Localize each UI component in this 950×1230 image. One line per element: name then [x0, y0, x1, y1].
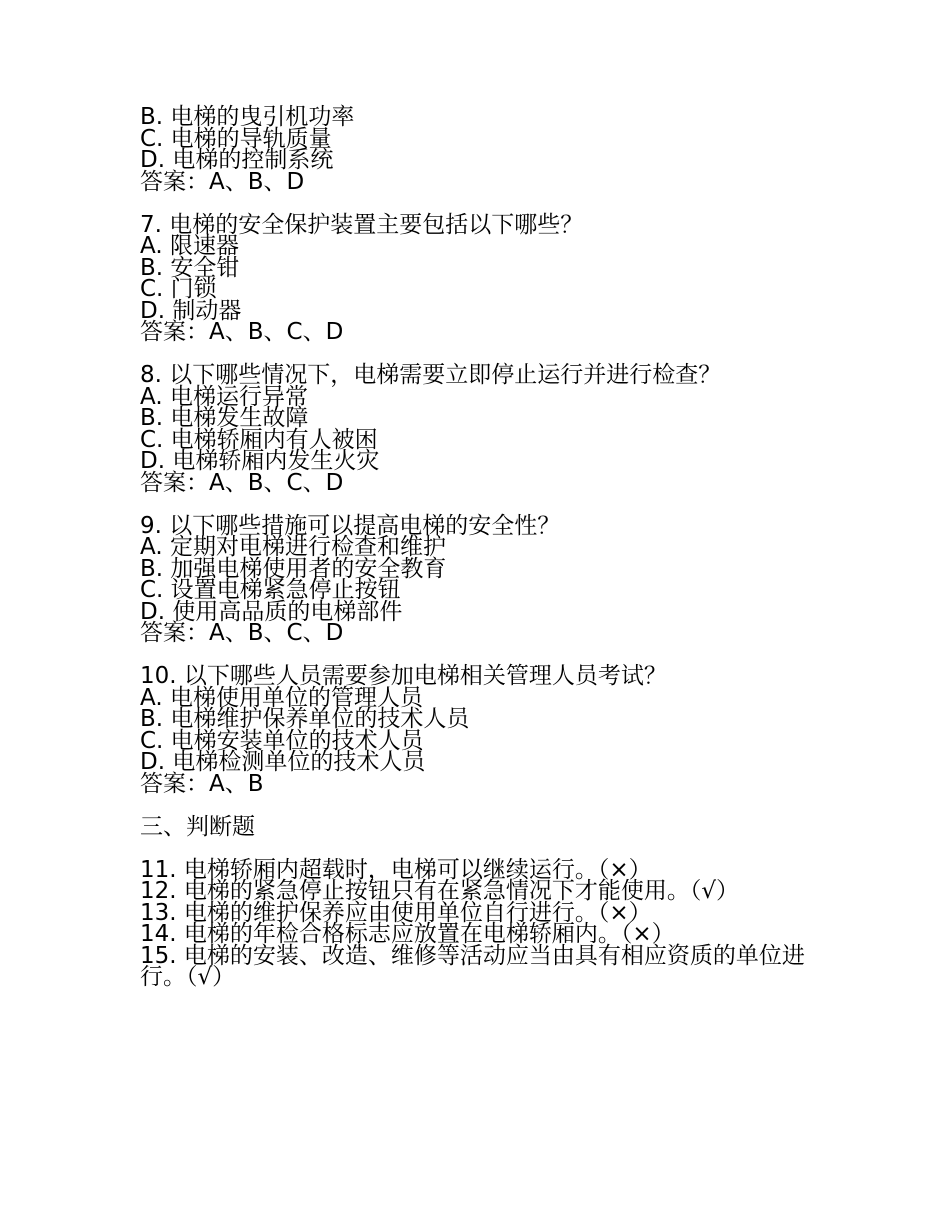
tf-item-12: 12. 电梯的紧急停止按钮只有在紧急情况下才能使用。（√） — [140, 878, 740, 904]
q9-option-c: C. 设置电梯紧急停止按钮 — [140, 577, 401, 603]
question-9 — [140, 512, 820, 646]
q6-answer: 答案：A、B、D — [140, 168, 305, 195]
q7-option-b: B. 安全钳 — [140, 254, 240, 281]
q7-question: 7. 电梯的安全保护装置主要包括以下哪些？ — [140, 211, 584, 238]
q10-option-d: D. 电梯检测单位的技术人员 — [140, 749, 426, 775]
q8-option-b: B. 电梯发生故障 — [140, 405, 309, 431]
q9-option-a: A. 定期对电梯进行检查和维护 — [140, 534, 446, 560]
q8-answer: 答案：A、B、C、D — [140, 469, 344, 496]
question-8 — [140, 362, 820, 496]
tf-item-15: 15. 电梯的安装、改造、维修等活动应当由具有相应资质的单位进行。（√） — [140, 942, 805, 990]
q8-option-d: D. 电梯轿厢内发生火灾 — [140, 448, 380, 474]
q7-option-d: D. 制动器 — [140, 297, 242, 324]
q10-option-c: C. 电梯安装单位的技术人员 — [140, 727, 424, 754]
q10-option-b: B. 电梯维护保养单位的技术人员 — [140, 706, 470, 732]
section-3-heading-block — [140, 813, 820, 840]
tf-item-14: 14. 电梯的年检合格标志应放置在电梯轿厢内。（×） — [140, 921, 675, 947]
document-body — [140, 104, 820, 1010]
q8-option-a: A. 电梯运行异常 — [140, 383, 308, 410]
q7-option-c: C. 门锁 — [140, 276, 217, 302]
q9-question: 9. 以下哪些措施可以提高电梯的安全性？ — [140, 512, 561, 539]
q8-question: 8. 以下哪些情况下，电梯需要立即停止运行并进行检查？ — [140, 362, 722, 388]
q10-option-a: A. 电梯使用单位的管理人员 — [140, 684, 423, 711]
q10-question: 10. 以下哪些人员需要参加电梯相关管理人员考试？ — [140, 663, 667, 689]
section-3-heading: 三、判断题 — [140, 813, 255, 840]
question-10 — [140, 663, 820, 797]
q7-option-a: A. 限速器 — [140, 233, 239, 259]
tf-item-11: 11. 电梯轿厢内超载时，电梯可以继续运行。（×） — [140, 856, 652, 883]
q9-option-b: B. 加强电梯使用者的安全教育 — [140, 555, 447, 582]
q9-answer: 答案：A、B、C、D — [140, 620, 344, 646]
q6-option-b: B. 电梯的曳引机功率 — [140, 104, 355, 130]
question-6-tail — [140, 104, 820, 195]
question-7 — [140, 211, 820, 345]
true-false-list — [140, 856, 820, 990]
tf-item-13: 13. 电梯的维护保养应由使用单位自行进行。（×） — [140, 899, 652, 926]
q6-option-c: C. 电梯的导轨质量 — [140, 125, 332, 152]
q7-answer: 答案：A、B、C、D — [140, 319, 344, 345]
q8-option-c: C. 电梯轿厢内有人被困 — [140, 426, 378, 453]
q10-answer: 答案：A、B — [140, 770, 264, 797]
q6-option-d: D. 电梯的控制系统 — [140, 147, 334, 173]
q9-option-d: D. 使用高品质的电梯部件 — [140, 598, 403, 625]
